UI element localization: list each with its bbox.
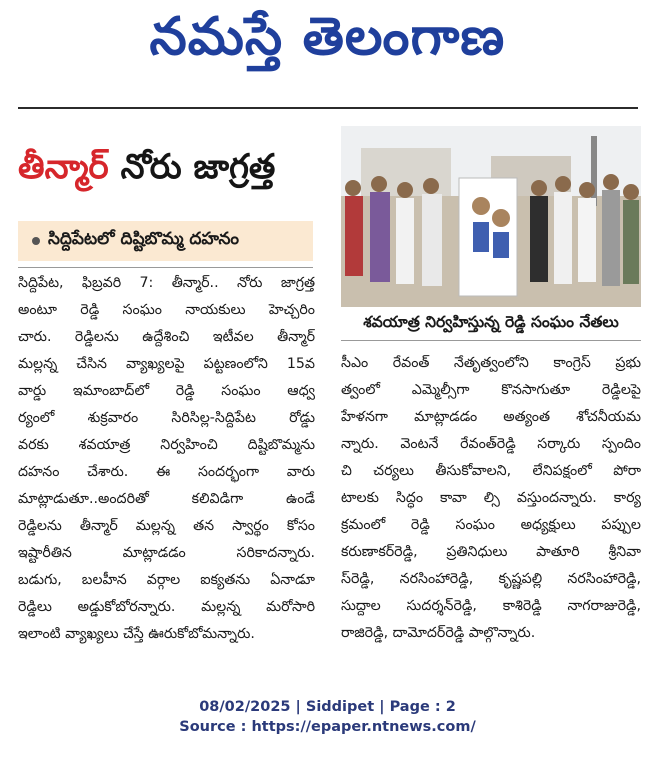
masthead-divider [18,107,638,109]
body-text-line: మాట్లాడుతూ..అందరితో కలివిడిగా ఉండే [18,491,315,507]
body-text-line: వార్డు ఇమాంబాద్‌లో రెడ్డి సంఘం ఆధ్వ [18,383,315,399]
body-text-line: రెడ్డిలు అడ్డుకోబోరన్నారు. మల్లన్న మరోసారి [18,599,315,615]
headline-highlight: తీన్మార్ [18,147,109,187]
body-text-line: సీఎం రేవంత్ నేతృత్వంలోని కాంగ్రెస్ ప్రభు [341,355,641,371]
body-text-line: క్రమంలో రెడ్డి సంఘం అధ్యక్షులు పప్పుల [341,517,641,533]
body-text-line: ఇష్టారీతిన మాట్లాడడం సరికాదన్నారు. [18,545,315,561]
caption-divider [341,340,641,341]
masthead [0,0,655,86]
article-headline [18,143,338,191]
subhead-divider [18,267,313,268]
body-text-line: ర్యంలో శుక్రవారం సిరిసిల్ల-సిద్దిపేట రోడ్డు [18,410,315,426]
article-body-left-column [18,270,315,648]
body-text-line: త్వంలో ఎమ్మెల్సీగా కొనసాగుతూ రెడ్డిలపై [341,382,641,398]
body-text-line: స్‌రెడ్డి, నరసింహారెడ్డి, కృష్ణపల్లి నరసింహారెడ్డి, [341,571,641,587]
body-text-line: వరకు శవయాత్ర నిర్వహించి దిష్టిబొమ్మను [18,437,315,453]
body-text-line: దహనం చేశారు. ఈ సందర్భంగా వారు [18,464,315,480]
subhead-text: సిద్దిపేటలో దిష్టిబొమ్మ దహనం [48,229,240,249]
footer-source: Source : https://epaper.ntnews.com/ [179,719,476,735]
body-text-line: చి చర్యలు తీసుకోవాలని, లేనిపక్షంలో పోరా [341,463,641,479]
photo-caption: శవయాత్ర నిర్వహిస్తున్న రెడ్డి సంఘం నేతలు [363,312,619,331]
masthead-title: నమస్తే తెలంగాణ [149,6,506,67]
protest-photo-illustration [341,126,641,307]
article-subhead [18,221,313,261]
body-text-line: చారు. రెడ్డిలను ఉద్దేశించి ఇటీవల తీన్మార్ [18,329,315,345]
bullet-icon [32,237,40,245]
body-text-line: సిద్దిపేట, ఫిబ్రవరి 7: తీన్మార్.. నోరు జాగ్రత్త [18,275,315,291]
body-text-line: బడుగు, బలహీన వర్గాల ఐక్యతను ఏనాడూ [18,572,315,588]
article-photo [341,126,641,307]
body-text-line: ఇలాంటి వ్యాఖ్యలు చేస్తే ఊరుకోబోమన్నారు. [18,626,255,642]
body-text-line: అంటూ రెడ్డి సంఘం నాయకులు హెచ్చరిం [18,302,315,318]
body-text-line: న్నారు. వెంటనే రేవంత్‌రెడ్డి సర్కారు స్పందిం [341,436,641,452]
body-text-line: సుద్దాల సుదర్శన్‌రెడ్డి, కాశిరెడ్డి నాగరాజురెడ్డి, [341,598,641,614]
body-text-line: రెడ్డిలను తీన్మార్ మల్లన్న తన స్వార్థం కోసం [18,518,315,534]
headline-text: నోరు జాగ్రత్త [120,147,276,187]
body-text-line: మల్లన్న చేసిన వ్యాఖ్యలపై పట్టణంలోని 15వ [18,356,315,372]
body-text-line: కరుణాకర్‌రెడ్డి, ప్రతినిధులు పాతూరి శ్రీనివా [341,544,641,560]
article-body-right-column [341,350,641,647]
body-text-line: టాలకు సిద్ధం కావా ల్సి వస్తుందన్నారు. కార్య [341,490,641,506]
body-text-line: హేళనగా మాట్లాడడం అత్యంత శోచనీయమ [341,409,641,425]
footer-edition-info: 08/02/2025 | Siddipet | Page : 2 [199,699,456,715]
body-text-line: రాజిరెడ్డి, దామోదర్‌రెడ్డి పాల్గొన్నారు. [341,625,536,641]
